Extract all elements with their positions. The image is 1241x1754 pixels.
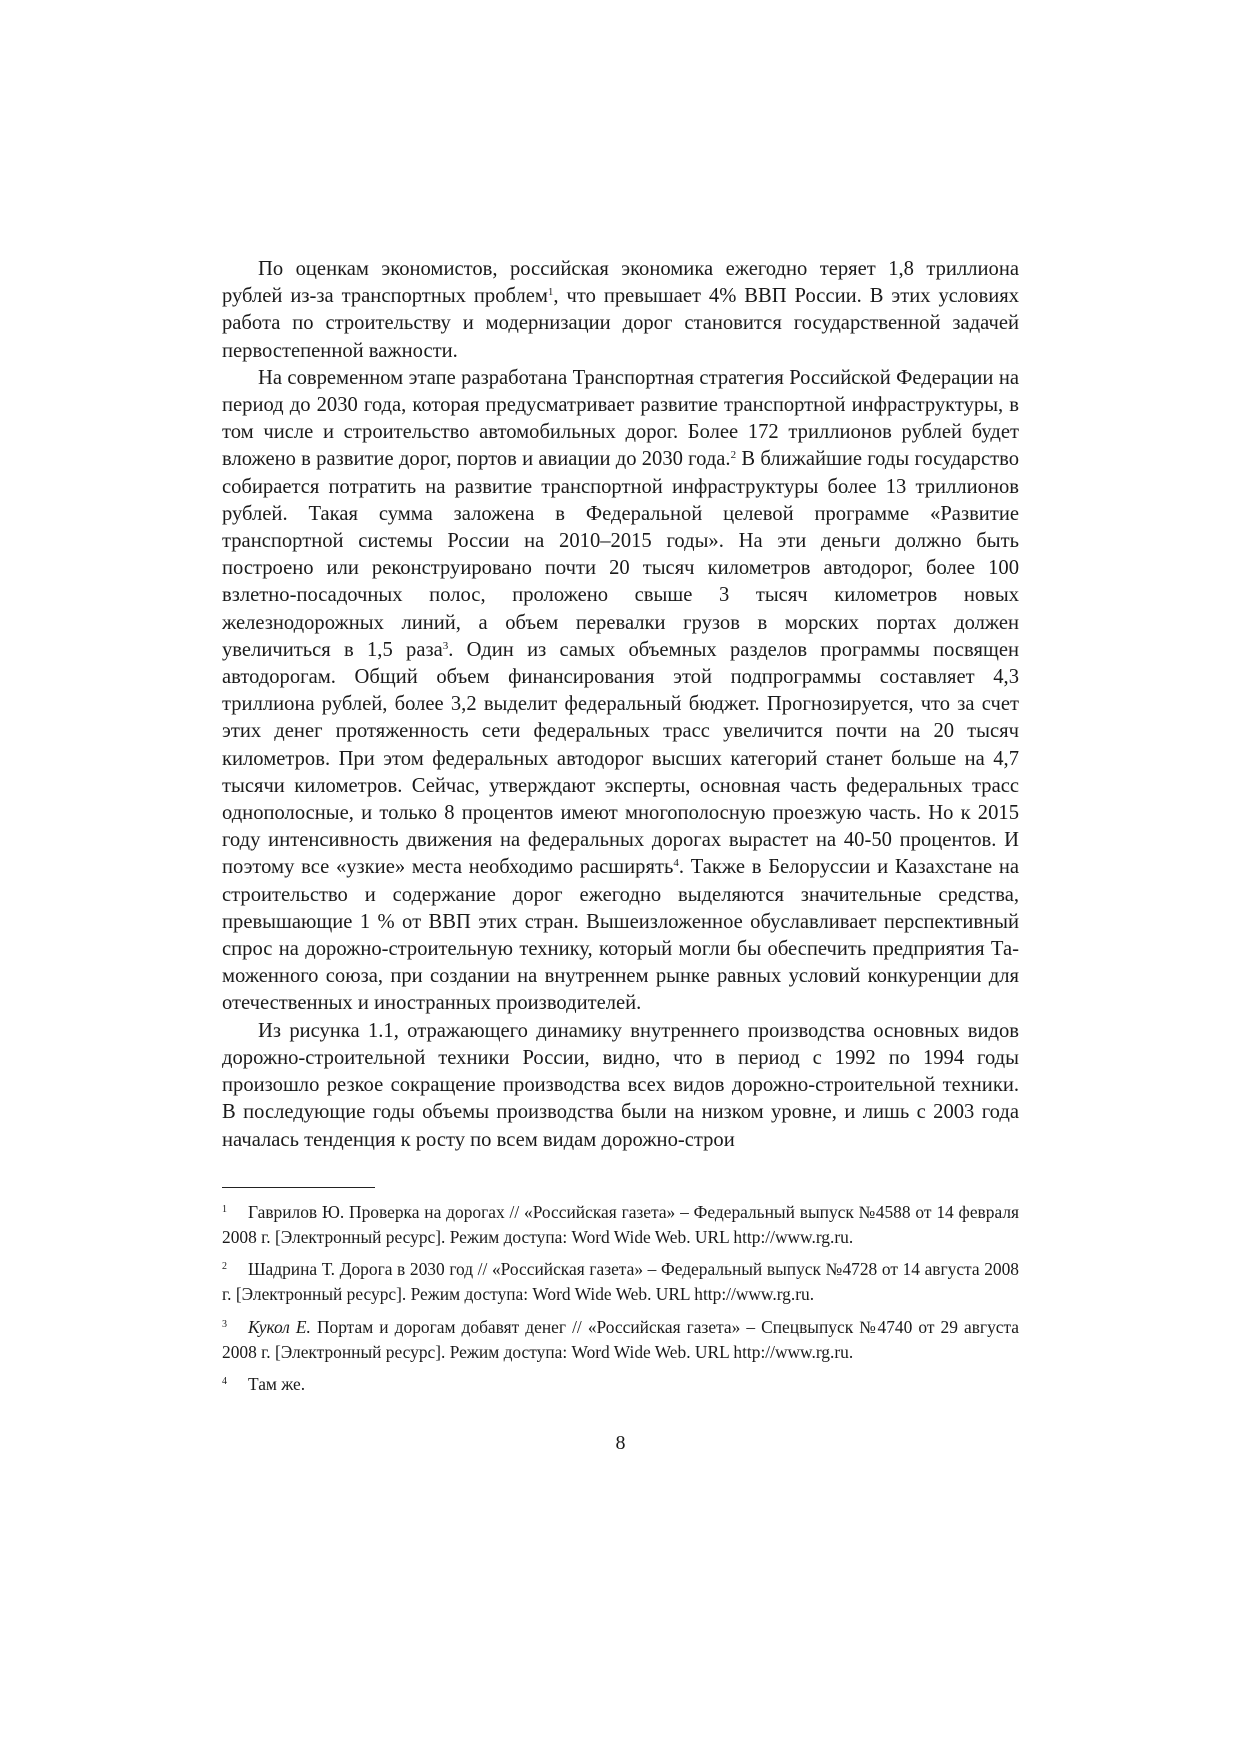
footnote-3: 3 Кукол Е. Портам и дорогам добавят денег // «Российская газета» – Спецвыпуск №4740 от 29 августа 2008 г. [Электронный ресурс]. Режим доступа: Word Wide Web. URL http://www.rg.ru. — [222, 1316, 1020, 1362]
body-paragraph-2: На современном этапе разработана Транспортная стратегия Российской Федерации на период до 2030 года, которая предусматривает развитие транспортной инфраструктуры, в том числе и строительство автомобильных дорог. Более 172 триллионов рублей будет вложено в развитие дорог, портов и авиации до 2030 года.$^2$ В ближайшие годы государство собирается потратить на развитие транспортной инфраструктуры более 13 триллионов рублей. Такая сумма заложена в Федеральной целевой программе «Развитие транспортной системы России на 2010–2015 годы». На эти деньги должно быть построено или реконструировано почти 20 тысяч километров автодорог, более 100 взлетно-посадочных полос, проложено свыше 3 тысяч километров новых железнодорожных линий, а объем перевалки грузов в морских портах должен увеличиться в 1,5 раза$^3$. Один из самых объемных разделов программы посвящен автодорогам. Общий объем финансирования этой подпрограммы составляет 4,3 триллиона рублей, более 3,2 выделит федеральный бюджет. Прогнозируется, что за счет этих денег протяженность сети федеральных трасс увеличится почти на 20 тысяч километров. При этом федеральных автодорог высших категорий станет больше на 4,7 тысячи километров. Сейчас, утверждают эксперты, основная часть федеральных трасс однополосные, и только 8 процентов имеют многополосную проезжую часть. Но к 2015 году интенсивность движения на федеральных дорогах вырастет на 40-50 процентов. И поэтому все «узкие» места необходимо расширять$^4$. Также в Белоруссии и Казахстане на строительство и содержание дорог ежегодно выделяются значительные средства, превышающие 1 % от ВВП этих стран. Вышеизложенное обуславливает перспективный спрос на дорожно-строительную технику, который могли бы обеспечить предприятия Таможенного союза, при создании на внутреннем рынке равных условий конкуренции для отечественных и иностранных производителей. — [222, 366, 1019, 1015]
page-content — [222, 256, 1019, 1404]
footnote-ref-3[interactable]: 3 — [442, 639, 449, 652]
footnote-separator — [222, 1187, 375, 1188]
footnote-ref-4[interactable]: 4 — [673, 857, 679, 870]
footnote-text: Шадрина Т. Дорога в 2030 год // «Российская газета» – Федеральный выпуск №4728 от 14 августа 2008 г. [Электронный ресурс]. Режим доступа: Word Wide Web. URL http://www.rg.ru. — [222, 1259, 1019, 1305]
body-paragraph-3: Из рисунка 1.1, отражающего динамику внутреннего производства основных видов дорожно-строительной техники России, видно, что в период с 1992 по 1994 годы произошло резкое сокращение производства всех видов дорожно-строительной техники. В последующие годы объемы производства были на низком уровне, и лишь с 2003 года началась тенденция к росту по всем видам дорожно-строи — [222, 1019, 1019, 1151]
page-number: 8 — [615, 1432, 626, 1454]
footnote-ref-2[interactable]: 2 — [730, 449, 737, 462]
footnote-text: Портам и дорогам добавят денег // «Российская газета» – Спецвыпуск №4740 от 29 августа 2008 г. [Электронный ресурс]. Режим доступа: Word Wide Web. URL http://www.rg.ru. — [222, 1316, 1020, 1362]
footnote-1: 1 Гаврилов Ю. Проверка на дорогах // «Российская газета» – Федеральный выпуск №4588 от 14 февраля 2008 г. [Электронный ресурс]. Режим доступа: Word Wide Web. URL http://www.rg.ru. — [222, 1201, 1019, 1247]
body-paragraph-1: По оценкам экономистов, российская экономика ежегодно теряет 1,8 триллиона рублей из-за транспортных проблем$^1$, что превышает 4% ВВП России. В этих условиях работа по строительству и модернизации дорог становится государственной задачей первостепенной важности. — [222, 258, 1019, 362]
footnote-ref-1[interactable]: 1 — [547, 286, 554, 299]
footnote-text: Гаврилов Ю. Проверка на дорогах // «Российская газета» – Федеральный выпуск №4588 от 14 февраля 2008 г. [Электронный ресурс]. Режим доступа: Word Wide Web. URL http://www.rg.ru. — [222, 1201, 1019, 1247]
footnote-author: Кукол Е. — [248, 1316, 311, 1337]
footnote-2: 2 Шадрина Т. Дорога в 2030 год // «Российская газета» – Федеральный выпуск №4728 от 14 августа 2008 г. [Электронный ресурс]. Режим доступа: Word Wide Web. URL http://www.rg.ru. — [222, 1259, 1019, 1305]
footnote-4: 4 Там же. — [222, 1373, 306, 1394]
footnote-text: Там же. — [248, 1373, 306, 1394]
